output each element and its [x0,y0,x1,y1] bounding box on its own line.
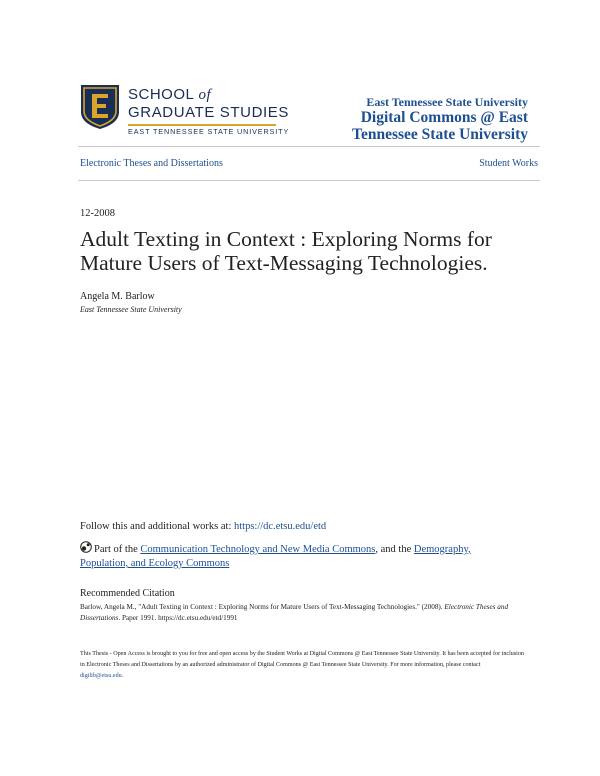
institution-name: East Tennessee State University [366,95,528,109]
author-name: Angela M. Barlow [80,291,155,302]
repository-name-line1: Digital Commons @ East [360,109,528,126]
commons-link-demography[interactable]: Demography, Population, and Ecology Commons [80,544,471,569]
follow-prefix: Follow this and additional works at: [80,521,234,532]
etsu-shield-logo [80,84,120,130]
header-divider-top [78,146,540,147]
citation-heading: Recommended Citation [80,588,175,599]
repository-url-link[interactable]: https://dc.etsu.edu/etd [234,521,327,532]
institution-header [352,95,528,143]
part-of-middle: , and the [375,544,414,555]
publication-date: 12-2008 [80,208,115,219]
part-of-prefix: Part of the [94,544,141,555]
logo-line-university: EAST TENNESSEE STATE UNIVERSITY [128,127,290,136]
commons-link-communication[interactable]: Communication Technology and New Media Commons [140,544,376,555]
collection-link[interactable]: Electronic Theses and Dissertations [80,158,223,169]
contact-email-link[interactable]: digilib@etsu.edu [80,673,122,679]
student-works-link[interactable]: Student Works [479,158,538,169]
author-affiliation: East Tennessee State University [80,305,182,314]
citation-tail: . Paper 1991. https://dc.etsu.edu/etd/1991 [118,614,238,622]
citation-text [80,602,525,624]
logo-gold-rule [128,124,276,126]
access-statement-text: This Thesis - Open Access is brought to you for free and open access by the Student Works at Digital Commons @ East Tennessee State University. It has been accepted for inclusion in Electronic Theses and Dissertations by an authorized administrator of Digital Commons @ East Tennessee State University. For more information, please contact [80,651,524,668]
graduate-school-wordmark [128,86,298,136]
access-statement [80,649,525,682]
part-of-line [80,541,520,571]
header-divider-bottom [78,180,540,181]
follow-line [80,521,326,532]
citation-main: Barlow, Angela M., "Adult Texting in Context : Exploring Norms for Mature Users of Text-Messaging Technologies." (2008). [80,603,445,611]
document-title: Adult Texting in Context : Exploring Norms for Mature Users of Text-Messaging Technologies. [80,227,492,275]
logo-line-graduate: GRADUATE STUDIES [128,104,290,121]
citation-series: Electronic Theses and Dissertations [80,603,509,622]
repository-name-line2: Tennessee State University [352,126,528,143]
network-icon [80,541,92,553]
logo-line-school: SCHOOL of [128,86,212,103]
access-statement-end: . [121,673,124,679]
